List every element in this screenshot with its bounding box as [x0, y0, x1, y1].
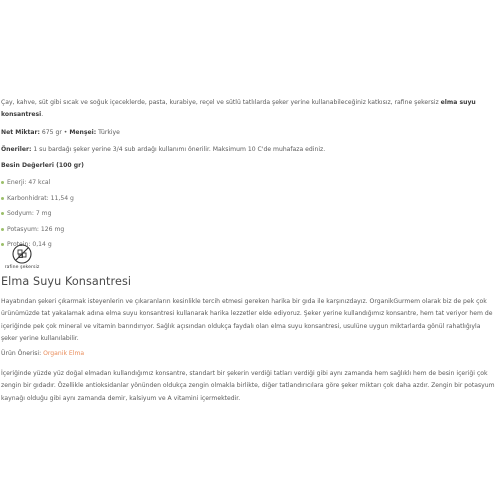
net-amount-line: [1, 127, 495, 139]
bullet-icon: [1, 181, 4, 184]
suggest-link[interactable]: Organik Elma: [43, 350, 85, 357]
net-value: 675 gr •: [39, 129, 70, 136]
intro-end: .: [41, 111, 44, 119]
bullet-icon: [1, 212, 4, 215]
nutrition-list: [1, 175, 74, 253]
product-suggestion: [1, 348, 495, 360]
recommend-value: 1 su bardağı şeker yerine 3/4 sub ardağı kullanımı önerilir. Maksimum 10 C'de muhafaza ediniz.: [31, 146, 326, 153]
section-paragraph-2: İçeriğinde yüzde yüz doğal elmadan kullandığımız konsantre, standart bir şekerin verdiği tatları verdiği gibi aynı zamanda hem sağlıklı hem de besin içeriği çok zengin bir gıdadır. Özellikle antioksidanlar yönünden oldukça zengin olmakla birlikte, diğer tatlandırıcılara göre şeker miktarı çok daha azdır. Zengin bir potasyum kaynağı olduğu gibi aynı zamanda demir, kalsiyum ve A vitamini içermektedir.: [1, 370, 495, 402]
net-label: Net Miktar:: [1, 129, 40, 136]
nutrition-item-protein: Protein: 0,14 g: [7, 241, 52, 248]
nutrition-item-sodium: Sodyum: 7 mg: [7, 210, 52, 217]
badge-label: rafine şekersiz: [4, 265, 40, 270]
no-sugar-icon: [12, 244, 32, 264]
recommend-label: Öneriler:: [1, 146, 32, 153]
origin-value: Türkiye: [96, 129, 120, 136]
nutrition-item-energy: Enerji: 47 kcal: [7, 179, 51, 186]
nutrition-item-potassium: Potasyum: 126 mg: [7, 225, 65, 233]
nutrition-item-carb: Karbonhidrat: 11,54 g: [7, 194, 74, 202]
list-item: [1, 175, 74, 191]
list-item: [1, 206, 74, 222]
recommend-line: [1, 144, 495, 156]
origin-label: Menşei:: [69, 129, 97, 136]
intro-text: Çay, kahve, süt gibi sıcak ve soğuk içeceklerde, pasta, kurabiye, reçel ve sütlü tatlılarda şeker yerine kullanabileceğiniz katkısız, rafine şekersiz: [1, 99, 441, 106]
list-item: [1, 191, 74, 207]
intro-paragraph: [1, 97, 495, 122]
section-title: Elma Suyu Konsantresi: [1, 275, 132, 288]
bullet-icon: [1, 228, 4, 231]
section-paragraph-1: Hayatından şekeri çıkarmak isteyenlerin ve çıkaranların kesinlikle tercih etmesi gereken harika bir gıda ile karşınızdayız. OrganikGurmem olarak biz de pek çok ürünümüzde tat yakalamak adına elma suyu konsantresi kullanarak harika lezzetler elde ediyoruz. Şeker yerine kullandığımız konsantre, hem tat veriyor hem de içeriğinde pek çok mineral ve vitamin barındırıyor. Sağlık açısından oldukça faydalı olan elma suyu konsantresi, usulüne uygun miktarlarda gönül rahatlığıyla şeker yerine kullanılabilir.: [1, 298, 493, 343]
list-item: [1, 222, 74, 238]
suggest-label: Ürün Önerisi:: [1, 350, 44, 357]
bullet-icon: [1, 197, 4, 200]
nutrition-title: Besin Değerleri (100 gr): [1, 162, 84, 169]
intro-bold: elma suyu konsantresi: [1, 99, 476, 119]
no-sugar-badge: [4, 244, 40, 270]
